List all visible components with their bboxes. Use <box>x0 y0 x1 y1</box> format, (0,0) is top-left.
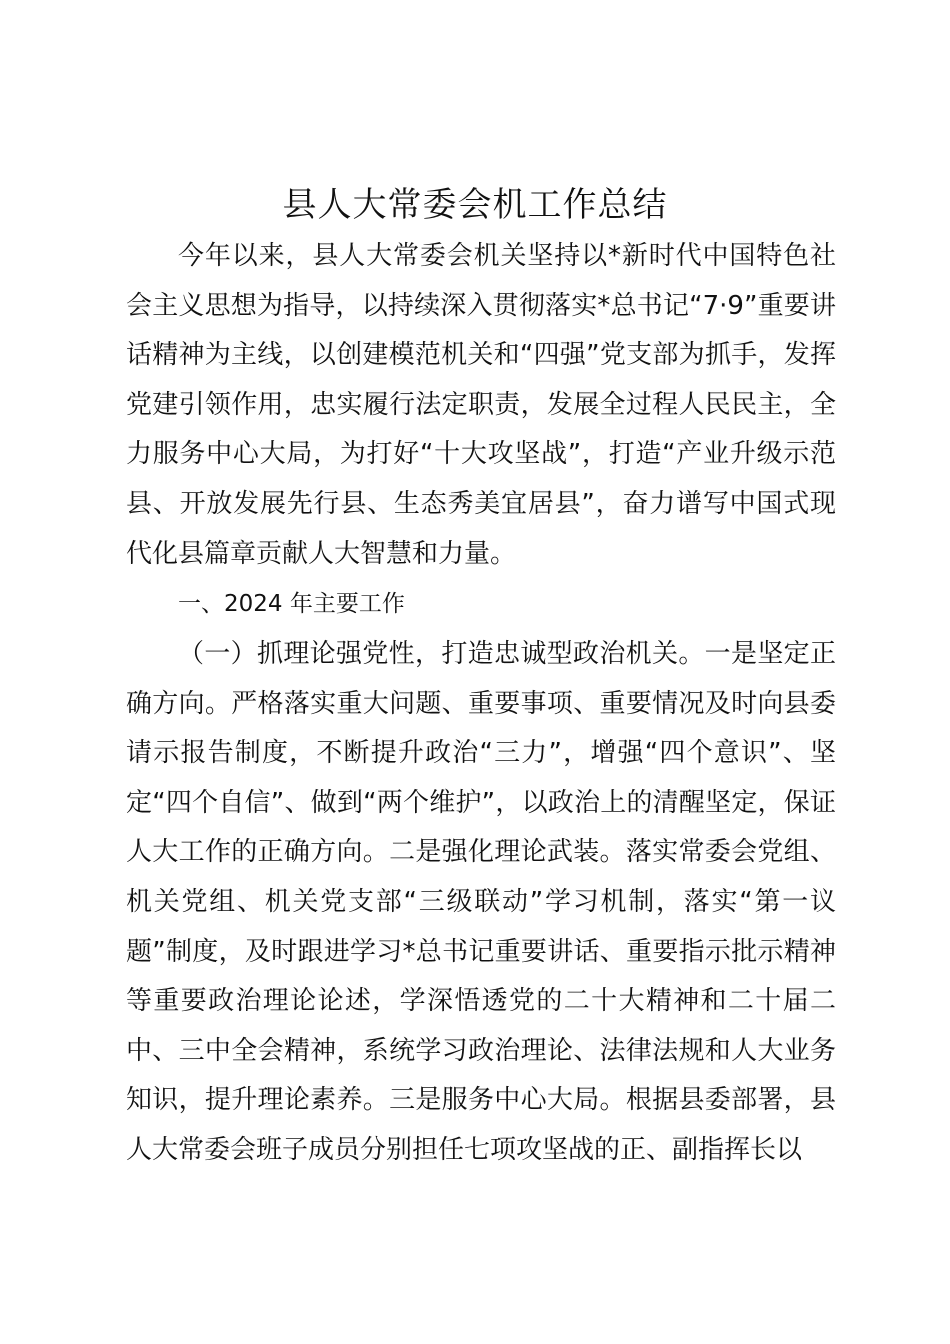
document-title: 县人大常委会机工作总结 <box>282 185 668 225</box>
section-paragraph: （一）抓理论强党性，打造忠诚型政治机关。一是坚定正确方向。严格落实重大问题、重要事项、重要情况及时向县委请示报告制度，不断提升政治“三力”，增强“四个意识”、坚定“四个自信”、做到“两个维护”，以政治上的清醒坚定，保证人大工作的正确方向。二是强化理论武装。落实常委会党组、机关党组、机关党支部“三级联动”学习机制，落实“第一议题”制度，及时跟进学习*总书记重要讲话、重要指示批示精神等重要政治理论论述，学深悟透党的二十大精神和二十届二中、三中全会精神，系统学习政治理论、法律法规和人大业务知识，提升理论素养。三是服务中心大局。根据县委部署，县人大常委会班子成员分别担任七项攻坚战的正、副指挥长以 <box>126 639 836 1165</box>
intro-paragraph: 今年以来，县人大常委会机关坚持以*新时代中国特色社会主义思想为指导，以持续深入贯彻落实*总书记“7·9”重要讲话精神为主线，以创建模范机关和“四强”党支部为抓手，发挥党建引领作用，忠实履行法定职责，发展全过程人民民主，全力服务中心大局，为打好“十大攻坚战”，打造“产业升级示范县、开放发展先行县、生态秀美宜居县”，奋力谱写中国式现代化县篇章贡献人大智慧和力量。 <box>126 241 836 569</box>
section-heading: 一、2024 年主要工作 <box>178 591 405 617</box>
